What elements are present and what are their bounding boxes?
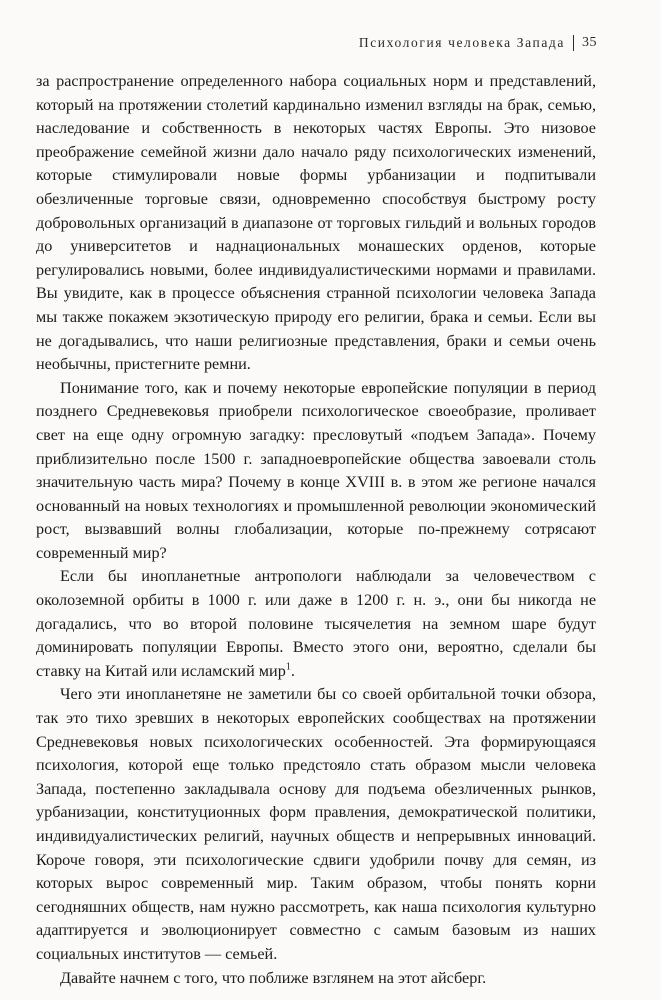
- paragraph-3-text: Если бы инопланетные антропологи наблюдали за человечеством с околоземной орбиты в 1000 г. или даже в 1200 г. н. э., они бы никогда не догадались, что во второй половине тысячелетия на земном шаре будут доминировать популяции Европы. Вместо этого они, вероятно, сделали бы ставку на Китай или исламский мир: [36, 567, 596, 680]
- body-text: [36, 70, 596, 990]
- paragraph-2: Понимание того, как и почему некоторые европейские популяции в период позднего Средневековья приобрели психологическое своеобразие, проливает свет на еще одну огромную загадку: пресловутый «подъем Запада». Почему приблизительно после 1500 г. западноевропейские общества завоевали столь значительную часть мира? Почему в конце XVIII в. в этом же регионе начался основанный на новых технологиях и промышленной революции экономический рост, вызвавший волны глобализации, которые по-прежнему сотрясают современный мир?: [36, 378, 596, 562]
- paragraph-4: Чего эти инопланетяне не заметили бы со своей орбитальной точки обзора, так это тихо зревших в некоторых европейских сообществах на протяжении Средневековья новых психологических особенностей. Эта формирующаяся психология, которой еще только предстояло стать образом мысли человека Запада, постепенно закладывала основу для подъема обезличенных рынков, урбанизации, конституционных форм правления, демократической политики, индивидуалистических религий, научных обществ и непрерывных инноваций. Короче говоря, эти психологические сдвиги удобрили почву для семян, из которых вырос современный мир. Таким образом, чтобы понять корни сегодняшних обществ, нам нужно рассмотреть, как наша психология культурно адаптируется и эволюционирует совместно с самым базовым из наших социальных институтов — семьей.: [36, 685, 596, 963]
- running-header-title: Психология человека Запада: [358, 35, 565, 50]
- header-divider: [573, 35, 574, 51]
- paragraph-1: за распространение определенного набора социальных норм и представлений, который на протяжении столетий кардинально изменил взгляды на брак, семью, наследование и собственность в некоторых частях Европы. Это низовое преображение семейной жизни дало начало ряду психологических изменений, которые стимулировали новые формы урбанизации и подпитывали обезличенные торговые связи, одновременно способствуя быстрому росту добровольных организаций в диапазоне от торговых гильдий и вольных городов до университетов и наднациональных монашеских орденов, которые регулировались новыми, более индивидуалистическими нормами и правилами. Вы увидите, как в процессе объяснения странной психологии человека Запада мы также покажем экзотическую природу его религии, брака и семьи. Если вы не догадывались, что наши религиозные представления, браки и семьи очень необычны, пристегните ремни.: [36, 72, 596, 374]
- running-header: [359, 35, 597, 51]
- paragraph-3: Если бы инопланетные антропологи наблюдали за человечеством с околоземной орбиты в 1000 г. или даже в 1200 г. н. э., они бы никогда не догадались, что во второй половине тысячелетия на земном шаре будут доминировать популяции Европы. Вместо этого они, вероятно, сделали бы ставку на Китай или исламский мир$^1$.: [36, 567, 596, 680]
- paragraph-5: Давайте начнем с того, что поближе взглянем на этот айсберг.: [60, 968, 487, 987]
- page-number: 35: [582, 35, 597, 50]
- footnote-ref[interactable]: 1: [285, 661, 291, 673]
